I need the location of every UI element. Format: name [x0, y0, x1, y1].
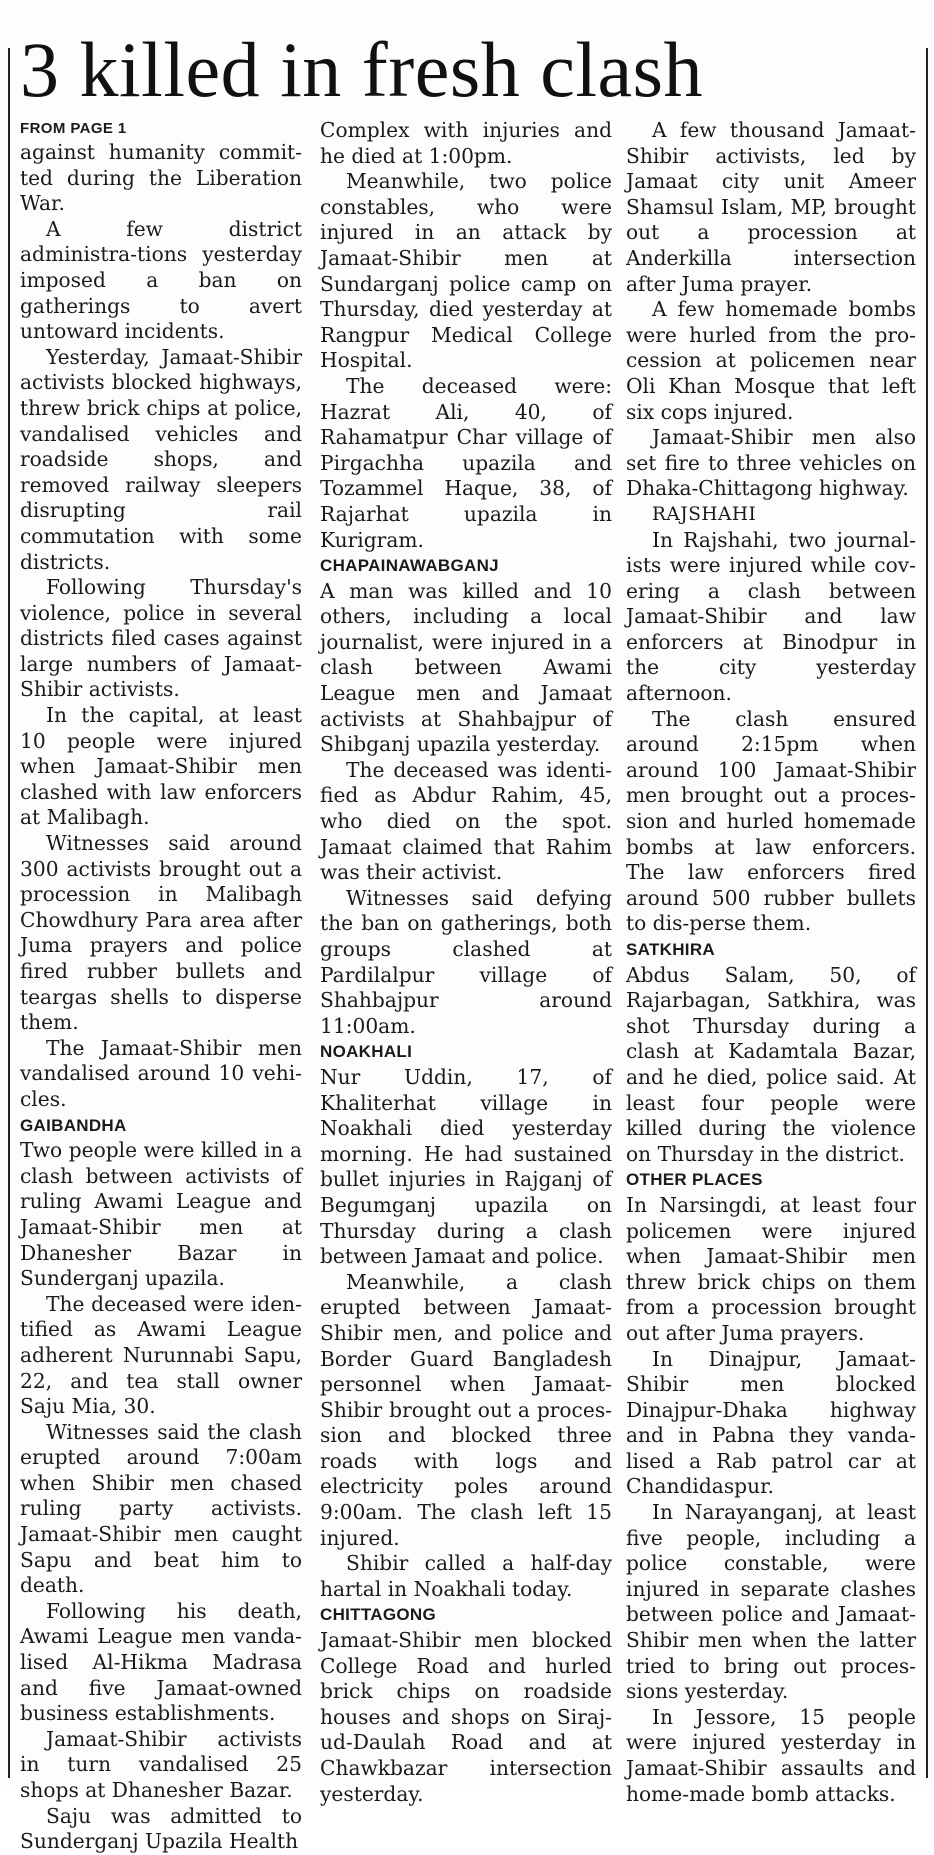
body-paragraph: In Dinajpur, Jamaat-Shibir men blocked Dinajpur-Dhaka highway and in Pabna they vanda-lised a Rab patrol car at Chandidaspur. [626, 1346, 916, 1499]
section-subhead: NOAKHALI [320, 1042, 413, 1062]
body-paragraph: In Rajshahi, two journal-ists were injured while cov-ering a clash between Jamaat-Shibir and law enforcers at Binodpur in the city yesterday afternoon. [626, 527, 916, 706]
body-paragraph: Witnesses said the clash erupted around 7:00am when Shibir men chased ruling party activists. Jamaat-Shibir men caught Sapu and beat him to death. [20, 1419, 302, 1598]
body-paragraph: Yesterday, Jamaat-Shibir activists blocked highways, threw brick chips at police, vandalised vehicles and roadside shops, and removed railway sleepers disrupting rail commutation with some districts. [20, 344, 302, 574]
body-paragraph: against humanity commit-ted during the Liberation War. [20, 140, 302, 216]
body-paragraph: Jamaat-Shibir men also set fire to three vehicles on Dhaka-Chittagong highway. [626, 425, 916, 501]
body-paragraph: Shibir called a half-day hartal in Noakhali today. [320, 1551, 612, 1601]
body-paragraph: Abdus Salam, 50, of Rajarbagan, Satkhira, was shot Thursday during a clash at Kadamtala Bazar, and he died, police said. At least four people were killed during the violence on Thursday in the district. [626, 962, 916, 1166]
body-paragraph: Witnesses said defying the ban on gatherings, both groups clashed at Pardilalpur village of Shahbajpur around 11:00am. [320, 885, 612, 1038]
left-column-rule [8, 48, 10, 1778]
body-paragraph: The Jamaat-Shibir men vandalised around 10 vehi-cles. [20, 1035, 302, 1111]
body-paragraph: Following Thursday's violence, police in several districts filed cases against large numbers of Jamaat-Shibir activists. [20, 575, 302, 702]
right-column-rule [926, 48, 928, 1778]
continuation-kicker: FROM PAGE 1 [20, 120, 127, 137]
body-paragraph: A few homemade bombs were hurled from the pro-cession at policemen near Oli Khan Mosque that left six cops injured. [626, 297, 916, 424]
article-column-1 [20, 118, 302, 1855]
body-paragraph: The deceased were: Hazrat Ali, 40, of Rahamatpur Char village of Pirgachha upazila and Tozammel Haque, 38, of Rajarhat upazila in Kurigram. [320, 373, 612, 552]
section-subhead: RAJSHAHI [652, 503, 757, 525]
body-paragraph: In the capital, at least 10 people were injured when Jamaat-Shibir men clashed with law enforcers at Malibagh. [20, 703, 302, 830]
body-paragraph: A man was killed and 10 others, including a local journalist, were injured in a clash between Awami League men and Jamaat activists at Shahbajpur of Shibganj upazila yesterday. [320, 578, 612, 757]
body-paragraph: The clash ensured around 2:15pm when around 100 Jamaat-Shibir men brought out a proces-sion and hurled homemade bombs at law enforcers. The law enforcers fired around 500 rubber bullets to dis-perse them. [626, 706, 916, 936]
body-paragraph: A few thousand Jamaat-Shibir activists, led by Jamaat city unit Ameer Shamsul Islam, MP, brought out a procession at Anderkilla intersection after Juma prayer. [626, 118, 916, 296]
headline: 3 killed in fresh clash [20, 26, 703, 113]
body-paragraph: Following his death, Awami League men vanda-lised Al-Hikma Madrasa and five Jamaat-owned business establishments. [20, 1598, 302, 1726]
body-paragraph: Meanwhile, a clash erupted between Jamaat-Shibir men, and police and Border Guard Bangladesh personnel when Jamaat-Shibir brought out a proces-sion and blocked three roads with logs and electricity poles around 9:00am. The clash left 15 injured. [320, 1269, 612, 1550]
section-subhead: SATKHIRA [626, 940, 715, 959]
body-paragraph: Meanwhile, two police constables, who were injured in an attack by Jamaat-Shibir men at Sundarganj police camp on Thursday, died yesterday at Rangpur Medical College Hospital. [320, 169, 612, 373]
body-paragraph: Jamaat-Shibir men blocked College Road and hurled brick chips on roadside houses and shops on Siraj-ud-Daulah Road and at Chawkbazar intersection yesterday. [320, 1628, 612, 1806]
section-subhead: CHAPAINAWABGANJ [320, 556, 499, 576]
body-paragraph: In Narsingdi, at least four policemen were injured when Jamaat-Shibir men threw brick chips on them from a procession brought out after Juma prayers. [626, 1192, 916, 1345]
article-column-2 [320, 118, 612, 1807]
body-paragraph: Nur Uddin, 17, of Khaliterhat village in Noakhali died yesterday morning. He had sustained bullet injuries in Rajganj of Begumganj upazila on Thursday during a clash between Jamaat and police. [320, 1064, 612, 1269]
body-paragraph: In Narayanganj, at least five people, including a police constable, were injured in separate clashes between police and Jamaat-Shibir men when the latter tried to bring out proces-sions yesterday. [626, 1500, 916, 1704]
body-paragraph: Witnesses said around 300 activists brought out a procession in Malibagh Chowdhury Para area after Juma prayers and police fired rubber bullets and teargas shells to disperse them. [20, 831, 302, 1035]
section-subhead: OTHER PLACES [626, 1170, 763, 1190]
body-paragraph: Jamaat-Shibir activists in turn vandalised 25 shops at Dhanesher Bazar. [20, 1726, 302, 1802]
body-paragraph: In Jessore, 15 people were injured yesterday in Jamaat-Shibir assaults and home-made bomb attacks. [626, 1704, 916, 1806]
body-paragraph: Saju was admitted to Sunderganj Upazila Health [20, 1803, 302, 1854]
body-paragraph: The deceased were iden-tified as Awami League adherent Nurunnabi Sapu, 22, and tea stall owner Saju Mia, 30. [20, 1291, 302, 1419]
body-paragraph: Complex with injuries and he died at 1:00pm. [320, 118, 612, 168]
body-paragraph: A few district administra-tions yesterday imposed a ban on gatherings to avert untoward incidents. [20, 216, 302, 344]
body-paragraph: Two people were killed in a clash between activists of ruling Awami League and Jamaat-Shibir men at Dhanesher Bazar in Sunderganj upazila. [20, 1138, 302, 1291]
section-subhead: GAIBANDHA [20, 1115, 127, 1135]
article-column-3 [626, 118, 916, 1807]
body-paragraph: The deceased was identi-fied as Abdur Rahim, 45, who died on the spot. Jamaat claimed that Rahim was their activist. [320, 757, 612, 885]
section-subhead: CHITTAGONG [320, 1605, 437, 1625]
